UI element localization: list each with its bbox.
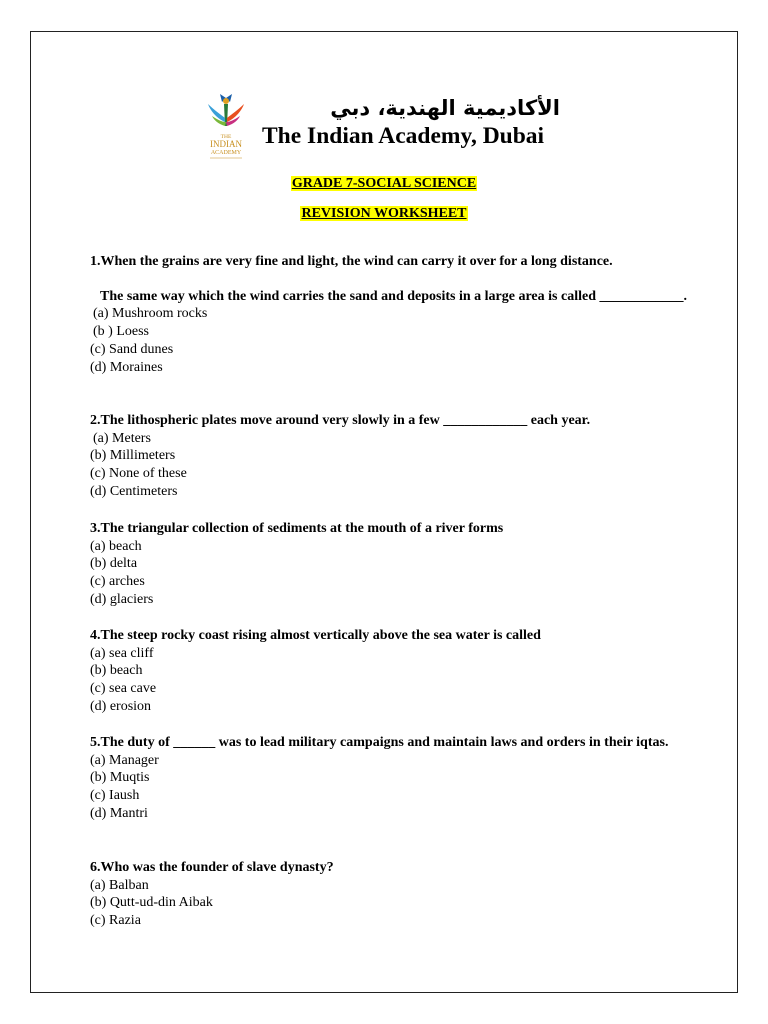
question-stem: 4.The steep rocky coast rising almost vertically above the sea water is called [90, 628, 541, 643]
option: (b ) Loess [93, 324, 149, 340]
worksheet-title [0, 206, 768, 222]
academy-logo-icon [198, 92, 254, 162]
option: (a) Manager [90, 752, 159, 768]
option: (b) Millimeters [90, 448, 176, 464]
grade-title [0, 176, 768, 192]
question-3 [90, 520, 710, 609]
question-stem: 6.Who was the founder of slave dynasty? [90, 860, 334, 875]
option: (c) Iaush [90, 788, 140, 804]
option: (b) Qutt-ud-din Aibak [90, 895, 213, 911]
logo-text-the: THE [220, 134, 232, 140]
question-5 [90, 734, 710, 823]
logo-text-academy: ACADEMY [210, 150, 242, 156]
question-stem: 3.The triangular collection of sediments at the mouth of a river forms [90, 521, 504, 536]
question-1 [90, 253, 710, 376]
option: (a) sea cliff [90, 645, 154, 661]
logo-text-indian: INDIAN [210, 139, 242, 149]
question-6 [90, 859, 710, 930]
question-2 [90, 412, 710, 501]
option: (d) Centimeters [90, 483, 178, 499]
option: (a) beach [90, 538, 142, 554]
option: (b) beach [90, 663, 143, 679]
school-name-arabic: الأكاديمية الهندية، دبي [330, 96, 560, 120]
option: (c) None of these [90, 466, 187, 482]
option: (a) Mushroom rocks [93, 306, 208, 322]
question-stem-continued: The same way which the wind carries the sand and deposits in a large area is called ____________. [100, 288, 687, 304]
option: (a) Balban [90, 877, 149, 893]
option: (a) Meters [93, 430, 151, 446]
option: (b) Muqtis [90, 770, 150, 786]
option: (c) Sand dunes [90, 341, 174, 357]
question-stem: 2.The lithospheric plates move around very slowly in a few ____________ each year. [90, 413, 591, 428]
option: (d) erosion [90, 698, 152, 714]
school-name: The Indian Academy, Dubai [262, 123, 545, 149]
option: (d) glaciers [90, 591, 154, 607]
grade-title-text: GRADE 7-SOCIAL SCIENCE [291, 176, 477, 191]
option: (b) delta [90, 556, 138, 572]
option: (c) Razia [90, 913, 141, 929]
question-stem: 1.When the grains are very fine and light, the wind can carry it over for a long distance. [90, 254, 613, 269]
question-stem: 5.The duty of ______ was to lead military campaigns and maintain laws and orders in their iqtas. [90, 735, 669, 750]
option: (d) Mantri [90, 805, 148, 821]
option: (c) sea cave [90, 681, 157, 697]
school-header [198, 92, 566, 162]
worksheet-title-text: REVISION WORKSHEET [301, 206, 467, 221]
option: (d) Moraines [90, 359, 163, 375]
option: (c) arches [90, 574, 145, 590]
question-4 [90, 627, 710, 716]
